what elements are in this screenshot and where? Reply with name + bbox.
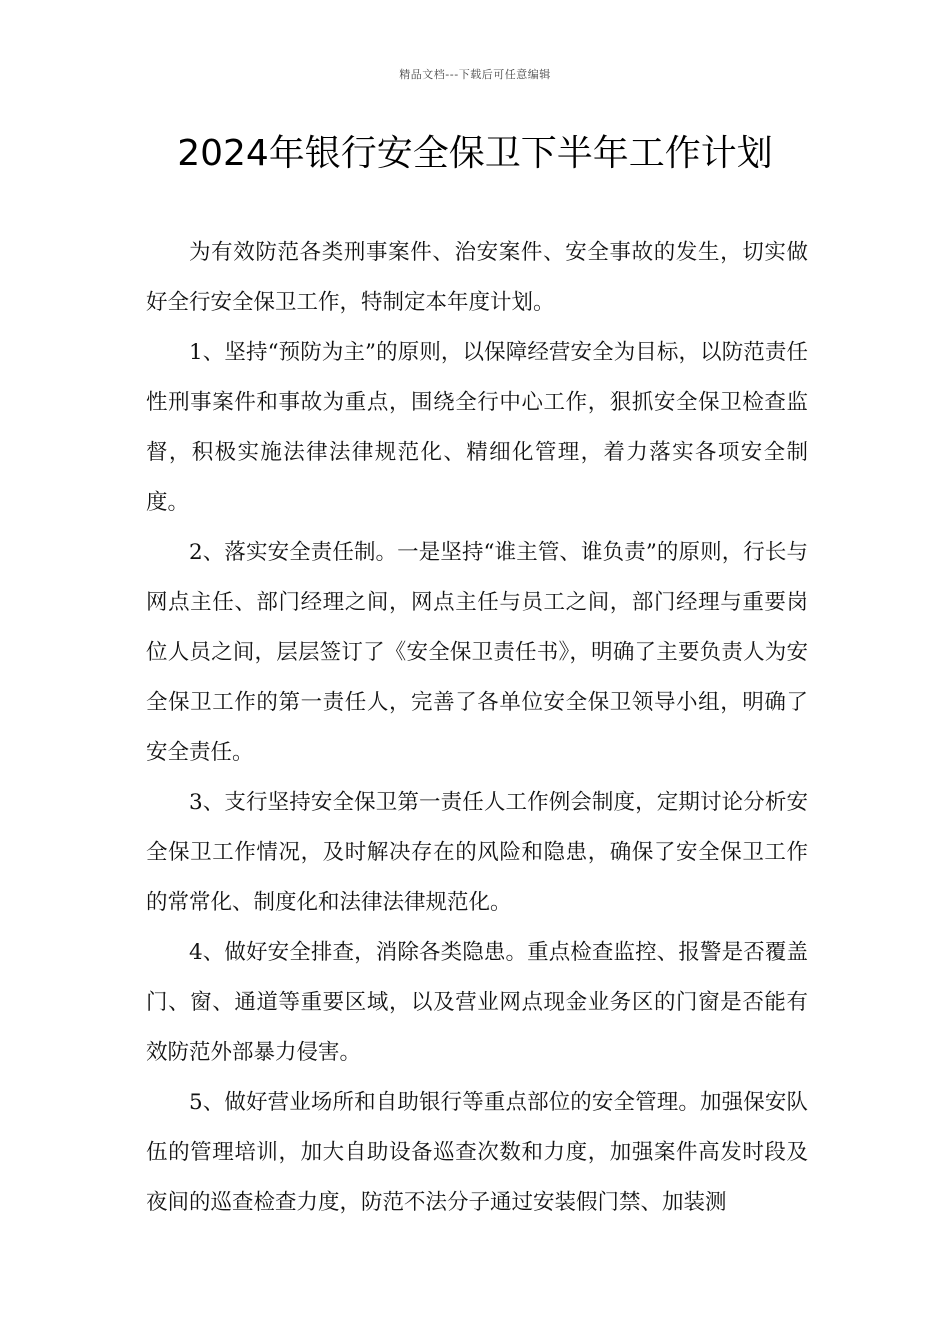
paragraph-item-5: 5、做好营业场所和自助银行等重点部位的安全管理。加强保安队伍的管理培训，加大自助设备巡查次数和力度，加强案件高发时段及夜间的巡查检查力度，防范不法分子通过安装假门禁、加装测 [146,1090,808,1215]
paragraph-item-1: 1、坚持“预防为主”的原则，以保障经营安全为目标，以防范责任性刑事案件和事故为重点，围绕全行中心工作，狠抓安全保卫检查监督，积极实施法律法律规范化、精细化管理，着力落实各项安全制度。 [146,340,808,515]
header-note: 精品文档---下载后可任意编辑 [399,68,551,81]
intro-paragraph: 为有效防范各类刑事案件、治安案件、安全事故的发生，切实做好全行安全保卫工作，特制定本年度计划。 [146,240,808,315]
paragraph-item-3: 3、支行坚持安全保卫第一责任人工作例会制度，定期讨论分析安全保卫工作情况，及时解决存在的风险和隐患，确保了安全保卫工作的常常化、制度化和法律法律规范化。 [146,790,808,915]
document-title: 2024年银行安全保卫下半年工作计划 [177,133,773,174]
paragraph-item-2: 2、落实安全责任制。一是坚持“谁主管、谁负责”的原则，行长与网点主任、部门经理之间，网点主任与员工之间，部门经理与重要岗位人员之间，层层签订了《安全保卫责任书》，明确了主要负责人为安全保卫工作的第一责任人，完善了各单位安全保卫领导小组，明确了安全责任。 [146,540,808,765]
document-body [146,228,808,1228]
paragraph-item-4: 4、做好安全排查，消除各类隐患。重点检查监控、报警是否覆盖门、窗、通道等重要区域，以及营业网点现金业务区的门窗是否能有效防范外部暴力侵害。 [146,940,808,1065]
